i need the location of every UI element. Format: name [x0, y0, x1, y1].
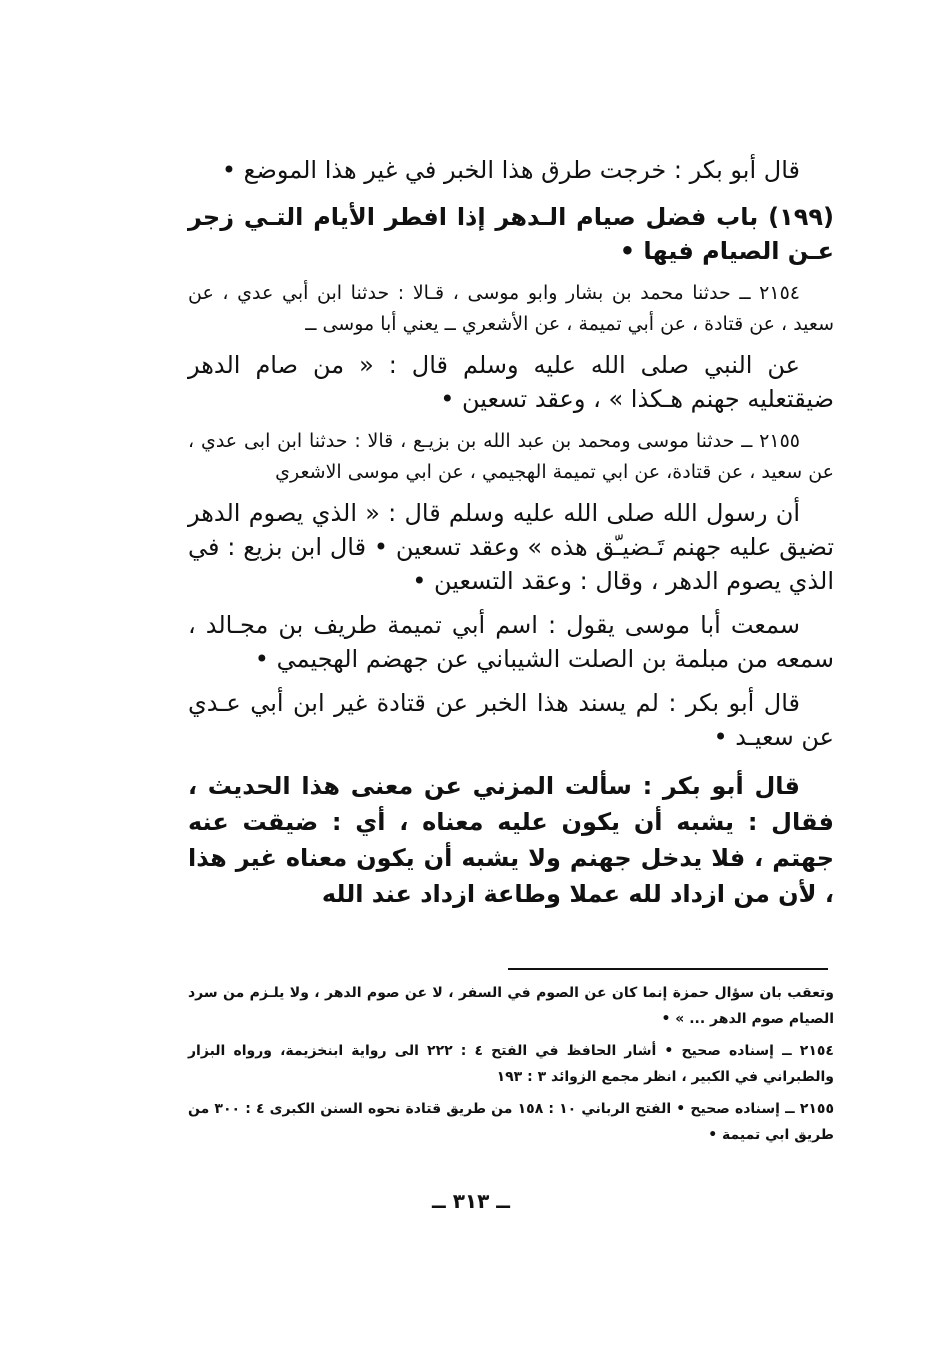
hadith-2154-isnad: ٢١٥٤ ــ حدثنا محمد بن بشار وابو موسى ، قـالا : حدثنا ابن أبي عدي ، عن سعيد ، عن قتادة ، عن أبي تميمة ، عن الأشعري ــ يعني أبا موسى ــ [188, 282, 834, 335]
paragraph-isnad-note: قال أبو بكر : لم يسند هذا الخبر عن قتادة غير ابن أبي عـدي عن سعيـد • [188, 689, 834, 751]
main-text [188, 150, 834, 912]
footnote-2154: ٢١٥٤ ــ إسناده صحيح • أشار الحافظ في الفتح ٤ : ٢٢٢ الى رواية ابنخزيمة، ورواه البزار والطبراني في الكبير ، انظر مجمع الزوائد ٣ : ١٩٣ [188, 1043, 834, 1085]
page-number: ــ ٣١٣ ــ [432, 1189, 510, 1213]
paragraph-abu-bakr-routes: قال أبو بكر : خرجت طرق هذا الخبر في غير هذا الموضع • [221, 156, 800, 184]
chapter-title: (١٩٩) باب فضل صيام الـدهر إذا افطر الأيام التـي زجر عـن الصيام فيها • [188, 203, 834, 265]
paragraph-muzani-explanation: قال أبو بكر : سألت المزني عن معنى هذا الحديث ، فقال : يشبه أن يكون عليه معناه ، أي : ضيقت عنه جهتم ، فلا يدخل جهنم ولا يشبه أن يكون معناه غير هذا ، لأن من ازداد لله عملا وطاعة ازداد عند الله [188, 772, 834, 908]
hadith-2154-matn: عن النبي صلى الله عليه وسلم قال : « من صام الدهر ضيقتعليه جهنم هـكذا » ، وعقد تسعين • [188, 351, 834, 413]
paragraph-narrator-name: سمعت أبا موسى يقول : اسم أبي تميمة طريف بن مجـالد ، سمعه من مبلمة بن الصلت الشيباني عن جهضم الهجيمي • [188, 611, 834, 673]
footnote-continuation: وتعقب بان سؤال حمزة إنما كان عن الصوم في السفر ، لا عن صوم الدهر ، ولا يلـزم من سرد الصيام صوم الدهر ... » • [188, 985, 834, 1027]
hadith-2155-matn: أن رسول الله صلى الله عليه وسلم قال : « الذي يصوم الدهر تضيق عليه جهنم تَـضيـّق هذه » وعقد تسعين • قال ابن بزيع : في الذي يصوم الدهر ، وقال : وعقد التسعين • [188, 499, 834, 595]
footnote-2155: ٢١٥٥ ــ إسناده صحيح • الفتح الرباني ١٠ : ١٥٨ من طريق قتادة نحوه السنن الكبرى ٤ : ٣٠٠ من طريق ابي تميمة • [188, 1101, 834, 1143]
footnote-divider [508, 968, 828, 970]
hadith-2155-isnad: ٢١٥٥ ــ حدثنا موسى ومحمد بن عبد الله بن بزيـع ، قالا : حدثنا ابن ابى عدي ، عن سعيد ، عن قتادة، عن ابي تميمة الهجيمي ، عن ابي موسى الاشعري [188, 430, 834, 483]
footnotes [188, 980, 834, 1154]
